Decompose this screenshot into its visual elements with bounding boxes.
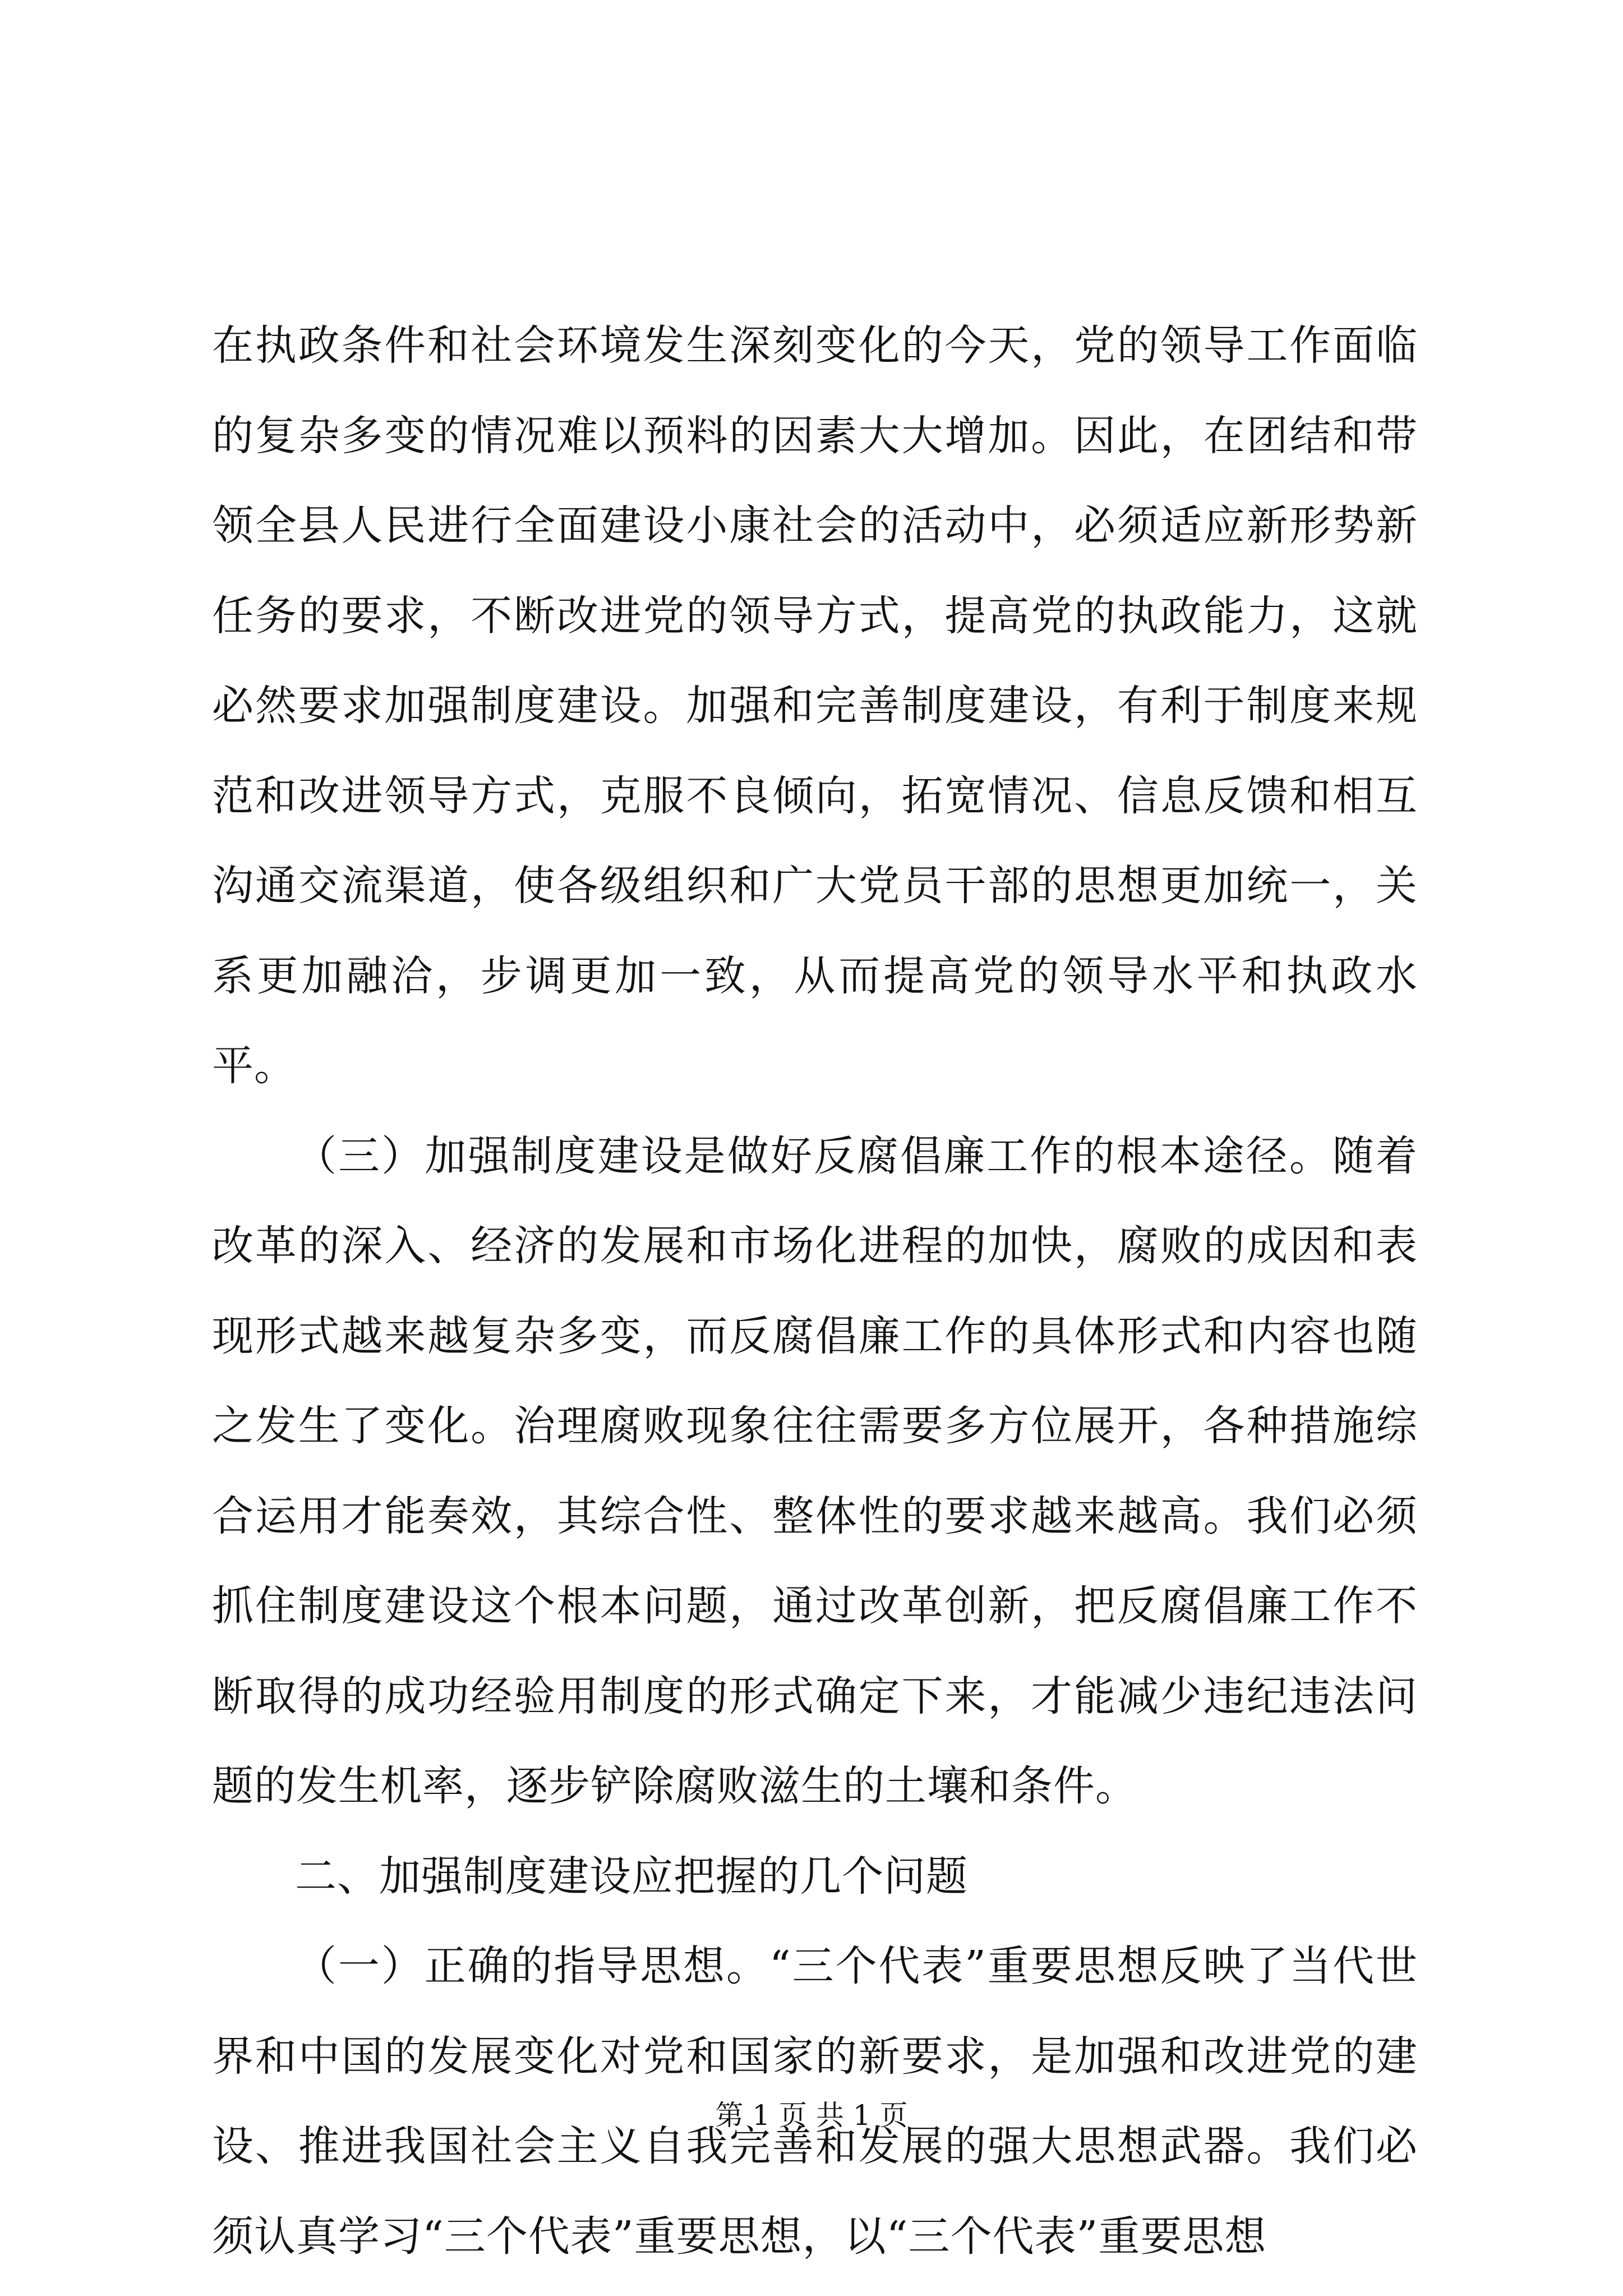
paragraph-section-three: （三）加强制度建设是做好反腐倡廉工作的根本途径。随着改革的深入、经济的发展和市场化进程的加快，腐败的成因和表现形式越来越复杂多变，而反腐倡廉工作的具体形式和内容也随之发生了变化。治理腐败现象往往需要多方位展开，各种措施综合运用才能奏效，其综合性、整体性的要求越来越高。我们必须抓住制度建设这个根本问题，通过改革创新，把反腐倡廉工作不断取得的成功经验用制度的形式确定下来，才能减少违纪违法问题的发生机率，逐步铲除腐败滋生的土壤和条件。 (212, 1131, 1418, 1810)
section-heading-two: 二、加强制度建设应把握的几个问题 (295, 1852, 968, 1901)
document-body (212, 301, 1418, 2281)
paragraph-subsection-one: （一）正确的指导思想。“三个代表”重要思想反映了当代世界和中国的发展变化对党和国家的新要求，是加强和改进党的建设、推进我国社会主义自我完善和发展的强大思想武器。我们必须认真学习“三个代表”重要思想，以“三个代表”重要思想 (212, 1942, 1418, 2261)
page-number-footer: 第 1 页 共 1 页 (715, 2099, 908, 2132)
paragraph-continuation: 在执政条件和社会环境发生深刻变化的今天，党的领导工作面临的复杂多变的情况难以预料的因素大大增加。因此，在团结和带领全县人民进行全面建设小康社会的活动中，必须适应新形势新任务的要求，不断改进党的领导方式，提高党的执政能力，这就必然要求加强制度建设。加强和完善制度建设，有利于制度来规范和改进领导方式，克服不良倾向，拓宽情况、信息反馈和相互沟通交流渠道，使各级组织和广大党员干部的思想更加统一，关系更加融洽，步调更加一致，从而提高党的领导水平和执政水平。 (212, 321, 1418, 1090)
